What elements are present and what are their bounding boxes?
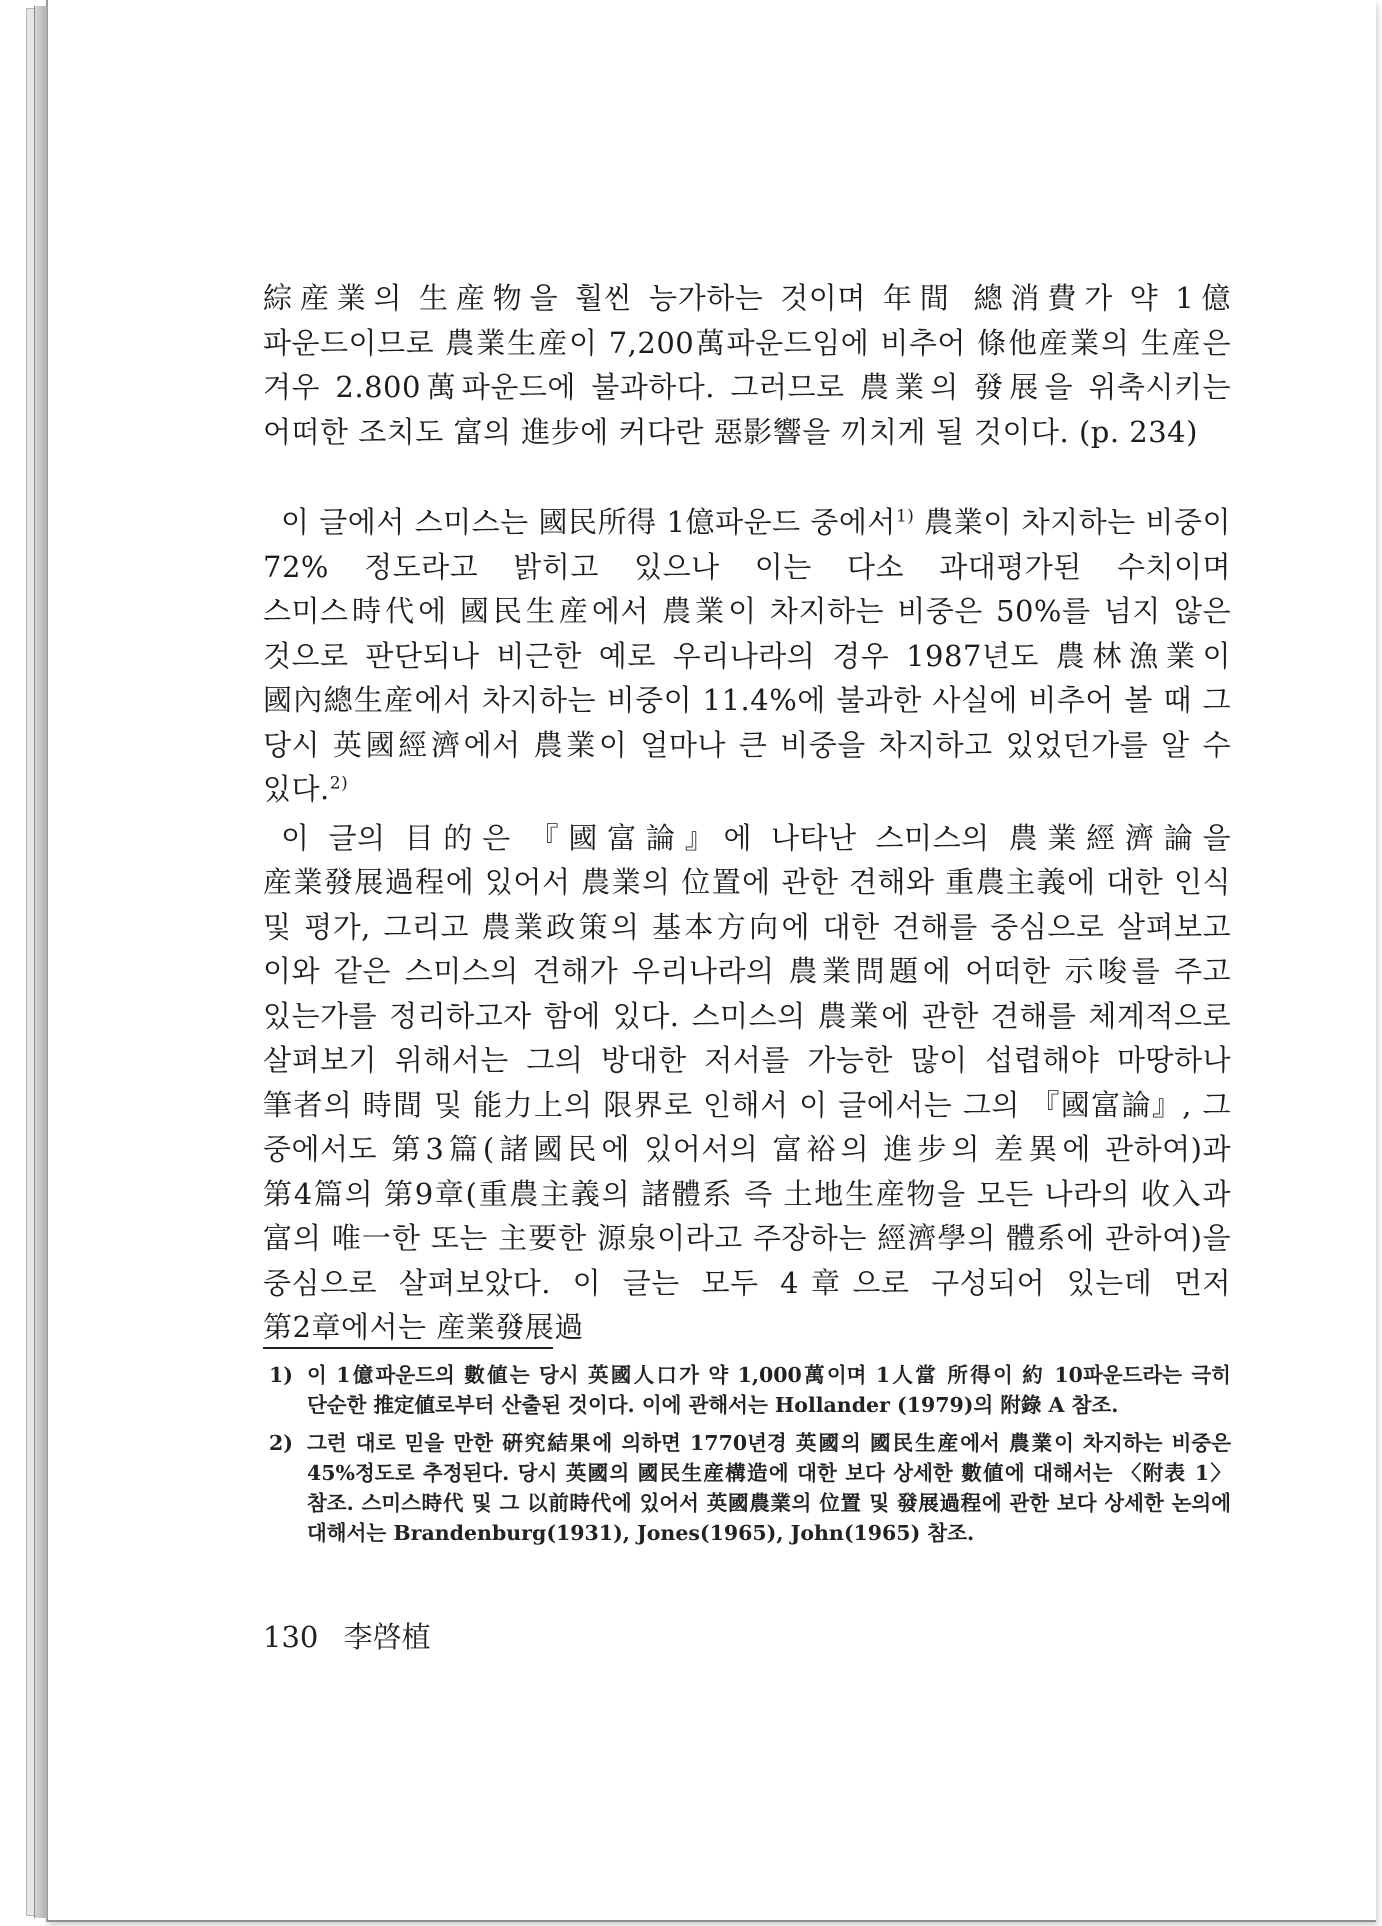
paragraph-continued: 綜産業의 生産物을 훨씬 능가하는 것이며 年間 總消費가 약 1億 파운드이므로 農業生産이 7,200萬파운드임에 비추어 條他産業의 生産은 겨우 2.800萬파운드에 불과하다. 그러므로 農業의 發展을 위축시키는 어떠한 조치도 富의 進步에 커다란 惡影響을 끼치게 될 것이다. (p. 234) [263,281,1231,449]
footnote-item [263,1428,1231,1548]
footnote-text: 이 1億파운드의 數値는 당시 英國人口가 약 1,000萬이며 1人當 所得이 約 10파운드라는 극히 단순한 推定値로부터 산출된 것이다. 이에 관해서는 Hollander (1979)의 附錄 A 참조. [307,1363,1231,1417]
paragraph-purpose: 이 글의 目的은 『國富論』에 나타난 스미스의 農業經濟論을 産業發展過程에 있어서 農業의 位置에 관한 견해와 重農主義에 대한 인식 및 평가, 그리고 農業政策의 基本方向에 대한 견해를 중심으로 살펴보고 이와 같은 스미스의 견해가 우리나라의 農業問題에 어떠한 示唆를 주고 있는가를 정리하고자 함에 있다. 스미스의 農業에 관한 견해를 체계적으로 살펴보기 위해서는 그의 방대한 저서를 가능한 많이 섭렵해야 마땅하나 筆者의 時間 및 能力上의 限界로 인해서 이 글에서는 그의 『國富論』, 그 중에서도 第3篇(諸國民에 있어서의 富裕의 進步의 差異에 관하여)과 第4篇의 第9章(重農主義의 諸體系 즉 土地生産物을 모든 나라의 收入과 富의 唯一한 또는 主要한 源泉이라고 주장하는 經濟學의 體系에 관하여)을 중심으로 살펴보았다. 이 글는 모두 4章으로 구성되어 있는데 먼저 第2章에서는 産業發展過 [263,820,1231,1344]
footnote-text: 그런 대로 믿을 만한 硏究結果에 의하면 1770년경 英國의 國民生産에서 農業이 차지하는 비중은 45%정도로 추정된다. 당시 英國의 國民生産構造에 대한 보다 상세한 數値에 대해서는 〈附表 1〉 참조. 스미스時代 및 그 以前時代에 있어서 英國農業의 位置 및 發展過程에 관한 보다 상세한 논의에 대해서는 Brandenburg(1931), Jones(1965), John(1965) 참조. [307,1431,1231,1545]
footnote-item [263,1360,1231,1420]
footnote-ref-2[interactable]: 2) [329,773,349,794]
footnote-divider [263,1347,553,1349]
paragraph-national-income [263,500,1231,812]
body-text [263,276,1231,1350]
page-number: 130 [263,1620,319,1654]
page-footer [263,1615,431,1656]
footnote-number: 1) [269,1363,293,1387]
paragraph-text-part: 農業이 차지하는 비중이 72% 정도라고 밝히고 있으나 이는 다소 과대평가된 수치이며 스미스時代에 國民生産에서 農業이 차지하는 비중은 50%를 넘지 않은 것으로 판단되나 비근한 예로 우리나라의 경우 1987년도 農林漁業이 國內總生産에서 차지하는 비중이 11.4%에 불과한 사실에 비추어 볼 때 그 당시 英國經濟에서 農業이 얼마나 큰 비중을 차지하고 있었던가를 알 수 있다. [263,505,1231,806]
footnotes [263,1360,1231,1556]
author-name: 李啓植 [343,1620,431,1654]
paragraph-text-part: 이 글에서 스미스는 國民所得 1億파운드 중에서 [281,505,896,539]
footnote-number: 2) [269,1431,293,1455]
footnote-ref-1[interactable]: 1) [895,506,915,527]
